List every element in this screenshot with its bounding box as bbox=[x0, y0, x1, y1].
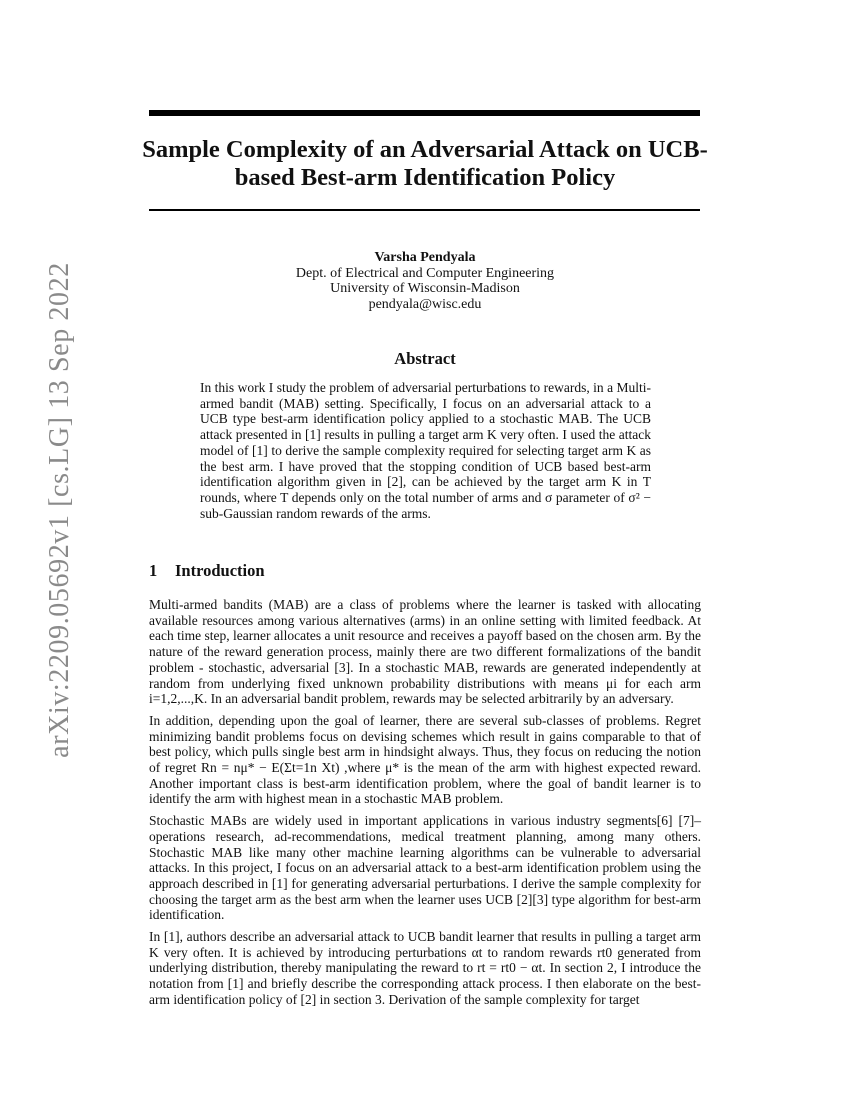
introduction-body bbox=[149, 597, 701, 1014]
title-bottom-rule bbox=[149, 209, 700, 211]
author-name: Varsha Pendyala bbox=[374, 250, 476, 265]
section-heading bbox=[149, 561, 265, 581]
intro-paragraph-3: Stochastic MABs are widely used in important applications in various industry segments[6] [7]– operations research, ad-recommendations, medical treatment planning, among many others. Stochastic MAB like many other machine learning algorithms can be vulnerable to adversarial attacks. In this project, I focus on an adversarial attack to a best-arm identification problem using the approach described in [1] for generating adversarial perturbations. I derive the sample complexity for choosing the target arm as the best arm when the learner uses UCB [2][3] type algorithm for best-arm identification. bbox=[149, 813, 701, 923]
title-top-rule bbox=[149, 110, 700, 116]
abstract-heading: Abstract bbox=[394, 349, 456, 368]
arxiv-identifier[interactable]: arXiv:2209.05692v1 [cs.LG] 13 Sep 2022 bbox=[44, 262, 75, 758]
author-department: Dept. of Electrical and Computer Engineering bbox=[295, 265, 555, 281]
author-block bbox=[200, 250, 650, 312]
section-number: 1 bbox=[149, 561, 158, 580]
intro-paragraph-4: In [1], authors describe an adversarial attack to UCB bandit learner that results in pulling a target arm K very often. It is achieved by introducing perturbations αt to random rewards rt0 generated from underlying distribution, thereby manipulating the reward to rt = rt0 − αt. In section 2, I introduce the notation from [1] and briefly describe the corresponding attack process. I then elaborate on the best-arm identification policy of [2] in section 3. Derivation of the sample complexity for target bbox=[149, 929, 701, 1007]
section-title: Introduction bbox=[175, 561, 265, 580]
abstract-text: In this work I study the problem of adversarial perturbations to rewards, in a Multi-armed bandit (MAB) setting. Specifically, I focus on an adversarial attack to a UCB type best-arm identification policy applied to a stochastic MAB. The UCB attack presented in [1] results in pulling a target arm K very often. I used the attack model of [1] to derive the sample complexity required for selecting target arm K as the best arm. I have proved that the stopping condition of UCB based best-arm identification algorithm given in [2], can be achieved by the target arm K in T rounds, where T depends only on the total number of arms and σ parameter of σ² − sub-Gaussian random rewards of the arms. bbox=[200, 380, 651, 521]
intro-paragraph-1: Multi-armed bandits (MAB) are a class of problems where the learner is tasked with allocating available resources among various alternatives (arms) in an online setting with limited feedback. At each time step, learner allocates a unit resource and receives a payoff based on the chosen arm. By the nature of the reward generation process, mainly there are two different formalizations of the bandit problem - stochastic, adversarial [3]. In a stochastic MAB, rewards are generated independently at random from underlying fixed unknown probability distributions with means μi for each arm i=1,2,...,K. In an adversarial bandit problem, rewards may be selected arbitrarily by an adversary. bbox=[149, 597, 701, 707]
paper-title: Sample Complexity of an Adversarial Attack on UCB-based Best-arm Identification Policy bbox=[142, 136, 708, 191]
arxiv-side-stamp-wrapper bbox=[44, 262, 75, 758]
author-university: University of Wisconsin-Madison bbox=[330, 281, 520, 296]
intro-paragraph-2: In addition, depending upon the goal of learner, there are several sub-classes of problems. Regret minimizing bandit problems focus on devising schemes which result in gains comparable to that of best policy, which pulls single best arm in hindsight always. Thus, they focus on reducing the notion of regret Rn = nμ* − E(Σt=1n Xt) ,where μ* is the mean of the arm with highest expected reward. Another important class is best-arm identification problem, where the goal of bandit learner is to identify the arm with highest mean in a stochastic MAB problem. bbox=[149, 712, 701, 807]
author-email[interactable]: pendyala@wisc.edu bbox=[368, 296, 482, 312]
